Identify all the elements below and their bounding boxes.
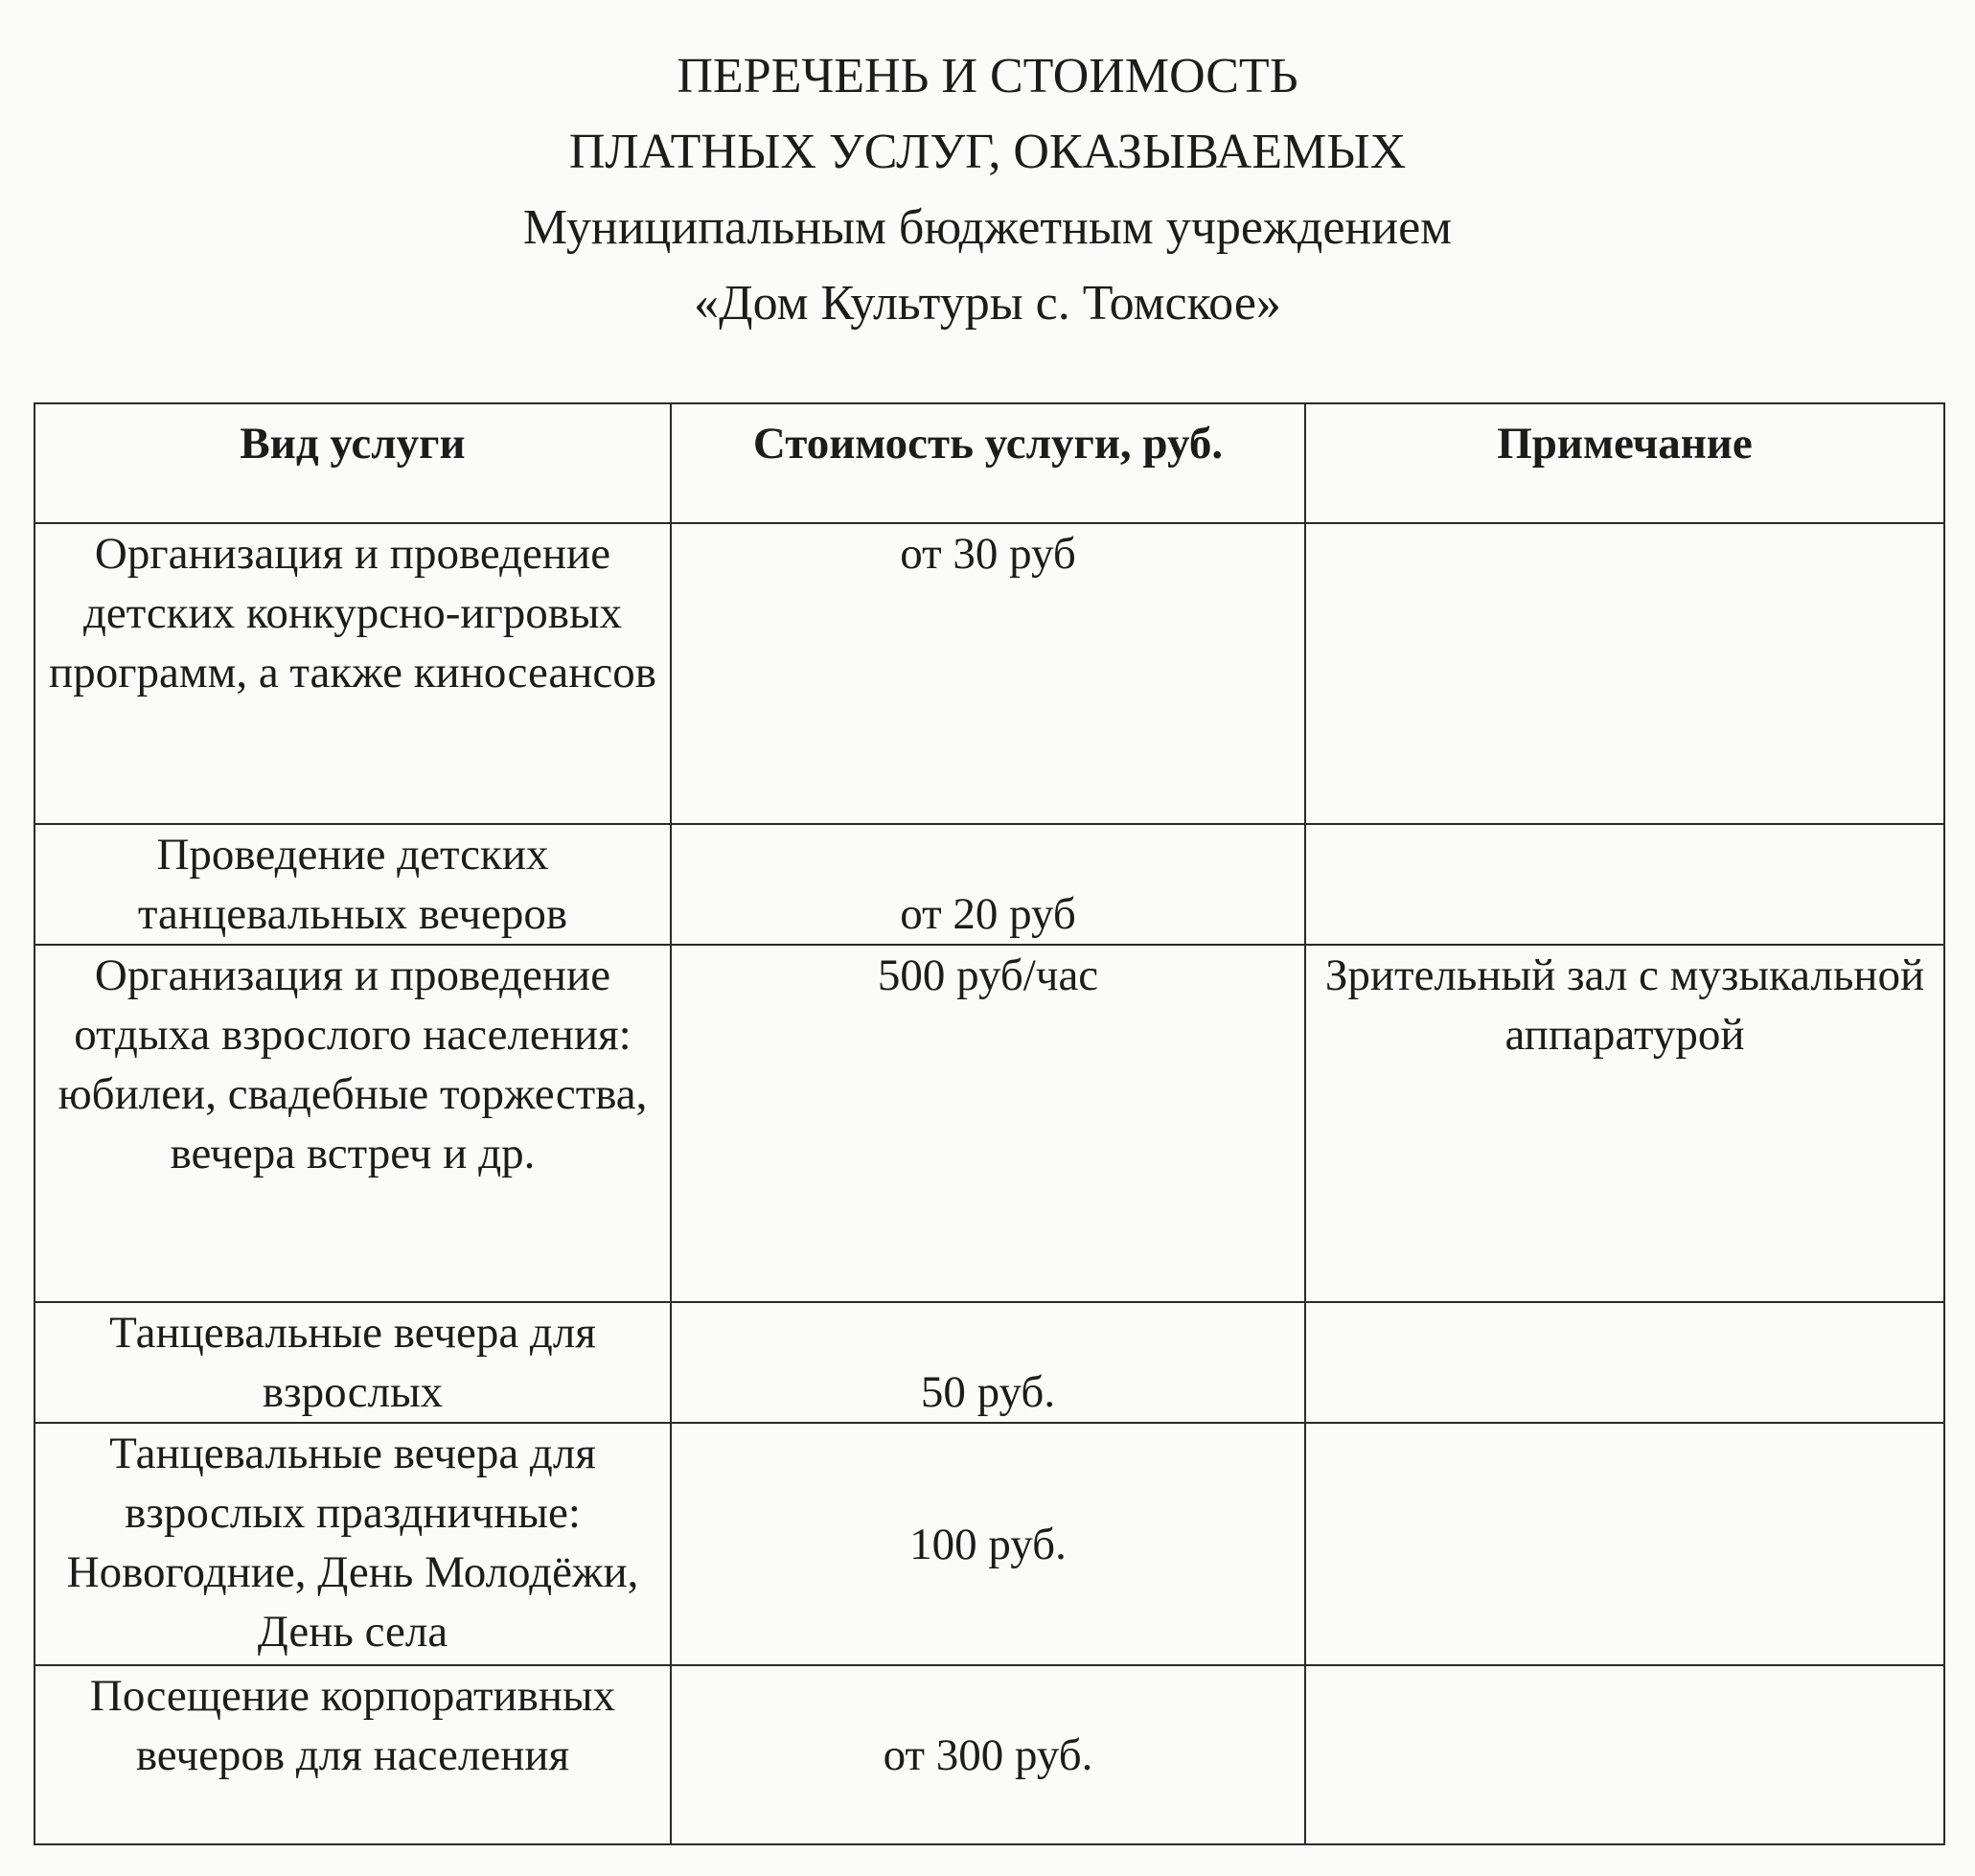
note-cell xyxy=(1305,523,1944,824)
note-cell: Зрительный зал с музыкальной аппаратурой xyxy=(1305,945,1944,1302)
note-cell xyxy=(1305,824,1944,945)
cost-cell: от 20 руб xyxy=(671,824,1305,945)
title-line-3: Муниципальным бюджетным учреждением xyxy=(522,200,1453,255)
table-row xyxy=(34,1423,1944,1665)
table-row xyxy=(34,824,1944,945)
service-cell: Проведение детских танцевальных вечеров xyxy=(34,824,671,945)
document-title xyxy=(0,38,1975,341)
table-header-row xyxy=(34,403,1944,523)
note-cell xyxy=(1305,1302,1944,1423)
table-row xyxy=(34,945,1944,1302)
table-row xyxy=(34,523,1944,824)
cost-cell: от 30 руб xyxy=(671,523,1305,824)
header-cost: Стоимость услуги, руб. xyxy=(671,403,1305,523)
table-row xyxy=(34,1665,1944,1844)
cost-cell: 500 руб/час xyxy=(671,945,1305,1302)
service-cell: Организация и проведение отдыха взрослого населения: юбилеи, свадебные торжества, вечера встреч и др. xyxy=(34,945,671,1302)
cost-cell: 100 руб. xyxy=(671,1423,1305,1665)
cost-cell: 50 руб. xyxy=(671,1302,1305,1423)
service-cell: Танцевальные вечера для взрослых праздничные: Новогодние, День Молодёжи, День села xyxy=(34,1423,671,1665)
service-cell: Организация и проведение детских конкурсно-игровых программ, а также киносеансов xyxy=(34,523,671,824)
title-line-1: ПЕРЕЧЕНЬ И СТОИМОСТЬ xyxy=(677,49,1298,103)
note-cell xyxy=(1305,1423,1944,1665)
title-line-4: «Дом Культуры с. Томское» xyxy=(694,276,1281,331)
service-cell: Посещение корпоративных вечеров для населения xyxy=(34,1665,671,1844)
cost-cell: от 300 руб. xyxy=(671,1665,1305,1844)
table-row xyxy=(34,1302,1944,1423)
title-line-2: ПЛАТНЫХ УСЛУГ, ОКАЗЫВАЕМЫХ xyxy=(568,125,1407,179)
header-note: Примечание xyxy=(1305,403,1944,523)
service-cell: Танцевальные вечера для взрослых xyxy=(34,1302,671,1423)
price-table xyxy=(34,402,1945,1845)
note-cell xyxy=(1305,1665,1944,1844)
header-service: Вид услуги xyxy=(34,403,671,523)
